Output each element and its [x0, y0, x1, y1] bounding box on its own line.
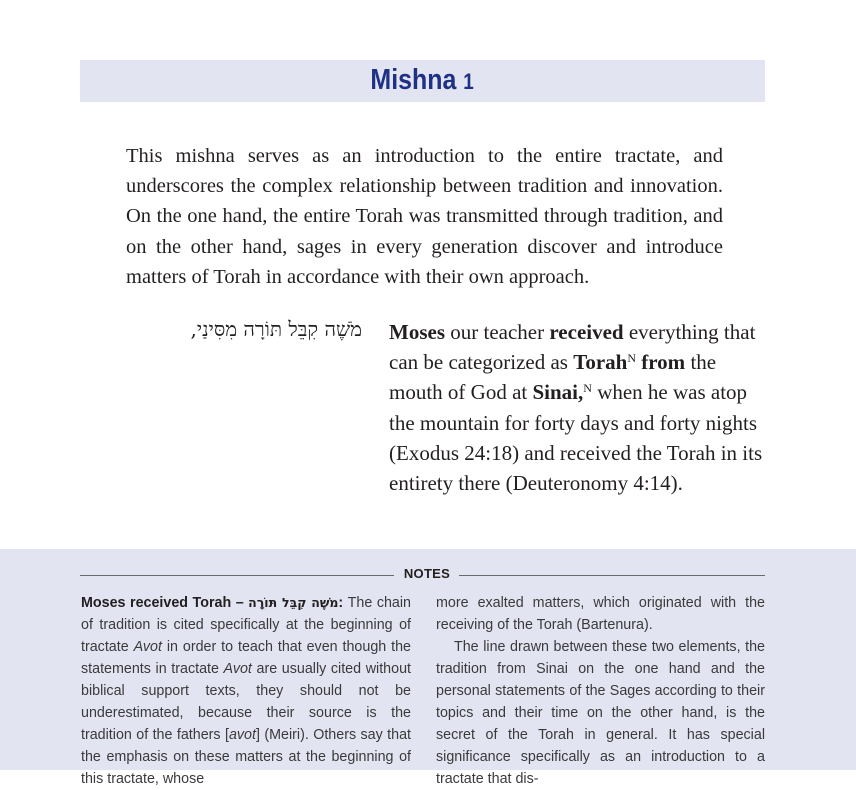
intro-paragraph: This mishna serves as an introduction to the entire tractate, and underscores the complex relationship between tradition and innovation. On the one hand, the entire Torah was transmitted through tradition, and on the other hand, sages in every generation discover and introduce matters of Torah in accordance with their own approach.: [126, 145, 723, 288]
notes-rule-left: [80, 575, 394, 576]
notes-column-right: [436, 592, 765, 790]
note-text: ] (Meiri). Others say that the emphasis on these matters at the beginning of this tractate, whose: [81, 727, 411, 787]
bold-word-from: from: [641, 350, 686, 375]
bold-word-moses: Moses: [389, 320, 445, 344]
note-italic: Avot: [223, 661, 252, 677]
note-paragraph: [81, 592, 411, 790]
notes-rule-right: [459, 575, 765, 576]
title-text: Mishna: [370, 64, 457, 96]
lemma-colon: :: [338, 595, 344, 611]
mishna-hebrew-text: מֹשֶׁה קִבֵּל תּוֹרָה מִסִּינַי,: [190, 317, 362, 341]
lemma-english: Moses received Torah –: [81, 595, 249, 611]
translation-text: when he was atop the mountain for forty days and forty nights (Exodus 24:18) and received the Torah in its entirety there (Deuteronomy 4:14).: [389, 380, 763, 496]
translation-text: our teacher: [445, 320, 550, 344]
note-lemma: [81, 595, 343, 611]
notes-column-left: [81, 592, 411, 790]
translation-text: the mouth of God at: [389, 350, 717, 405]
bold-word-sinai: Sinai,: [532, 380, 584, 405]
note-marker: N: [627, 351, 636, 366]
bold-word-received: received: [549, 320, 624, 344]
page-title: [371, 64, 474, 97]
lemma-hebrew: מֹשֶׁה קִבֵּל תּוֹרָה: [248, 595, 339, 610]
notes-section: [0, 549, 856, 787]
mishna-title-band: [80, 60, 765, 102]
note-italic: avot: [228, 727, 256, 743]
mishna-translation: [389, 317, 767, 498]
notes-heading: NOTES: [403, 566, 451, 581]
bold-word-torah: Torah: [573, 350, 628, 375]
note-text: are usually cited without biblical support texts, they should not be underestimated, because their source is the tradition of the fathers [: [81, 661, 411, 743]
note-paragraph: The line drawn between these two elements, the tradition from Sinai on the one hand and the personal statements of the Sages according to their topics and their time on the other hand, is the secret of the Torah in general. It has special significance specifically as an introduction to a tractate that dis-: [436, 639, 765, 787]
note-italic: Avot: [133, 639, 162, 655]
note-marker: N: [583, 381, 592, 396]
title-number: 1: [463, 69, 475, 94]
translation-text: everything that can be categorized as: [389, 320, 756, 375]
note-paragraph: more exalted matters, which originated with the receiving of the Torah (Bartenura).: [436, 595, 765, 633]
note-text: in order to teach that even though the statements in tractate: [81, 639, 411, 677]
note-text: The chain of tradition is cited specifically at the beginning of tractate: [81, 595, 412, 655]
